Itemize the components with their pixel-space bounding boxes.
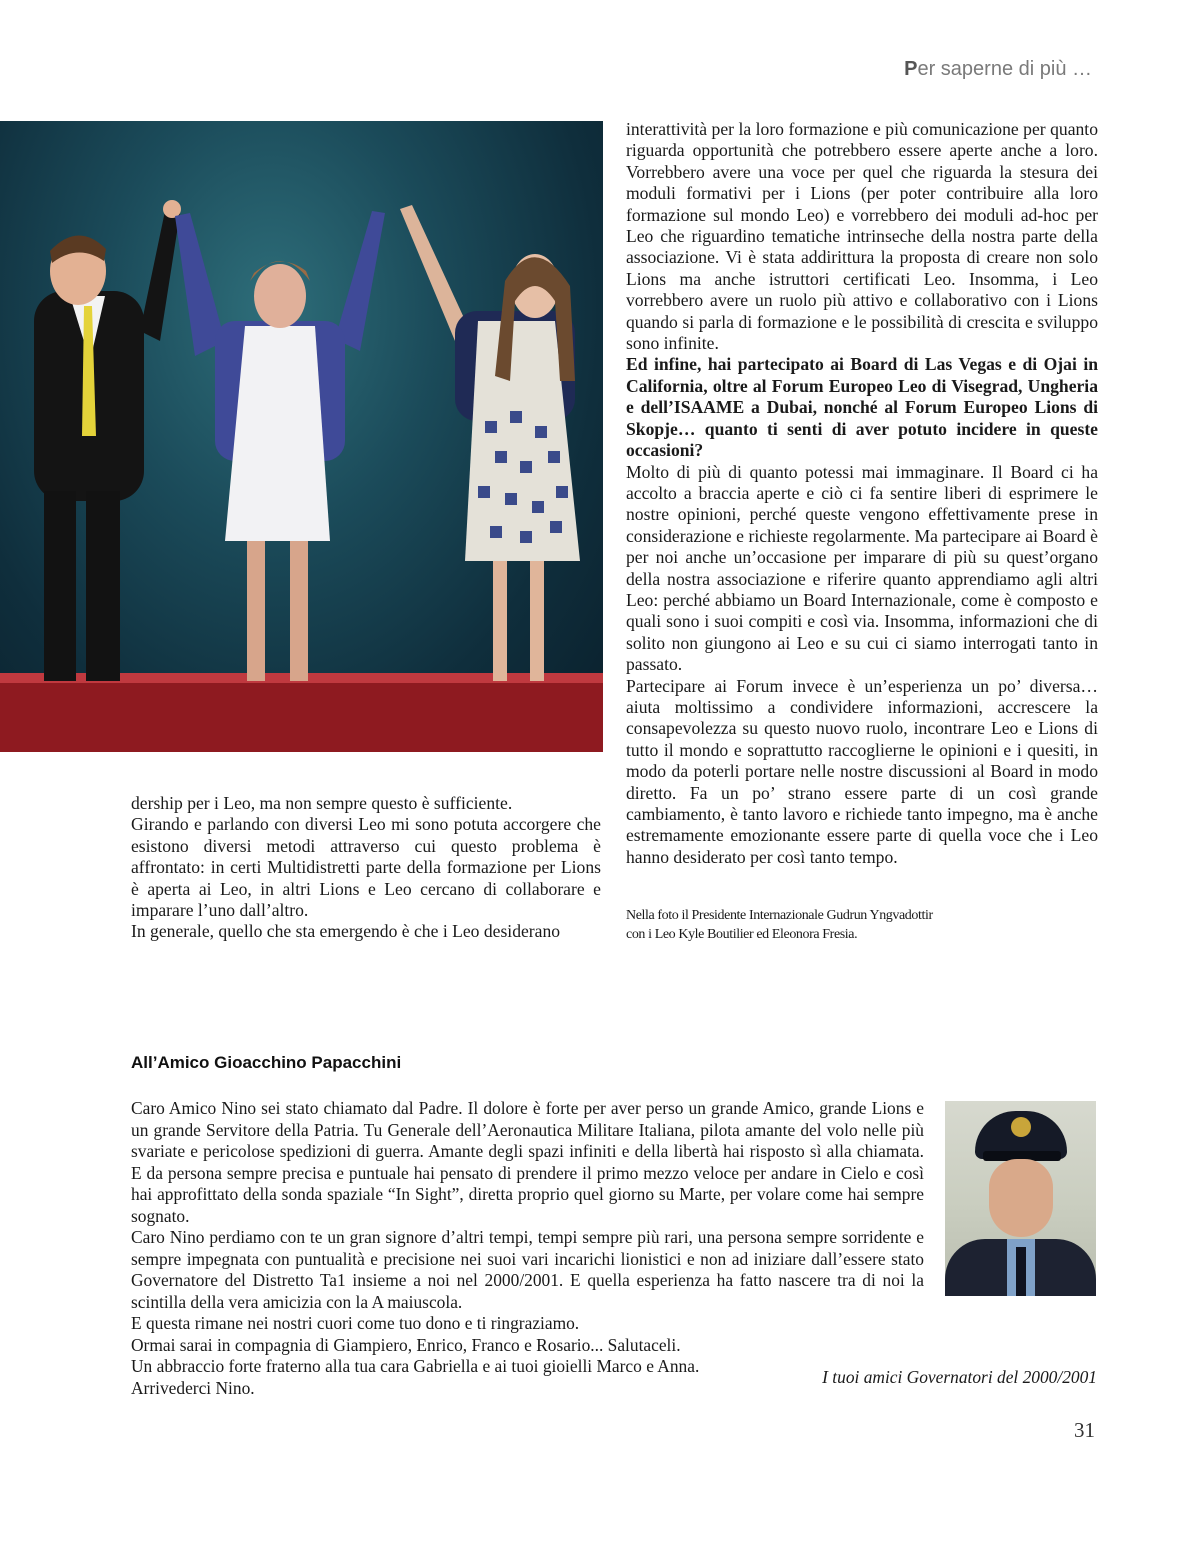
obituary-paragraph-6: Arrivederci Nino. [131,1377,255,1398]
obituary-paragraph-1: Caro Amico Nino sei stato chiamato dal Padre. Il dolore è forte per aver perso un grande Amico, grande Lions e un grande Servitore della Patria. Tu Generale dell’Aeronautica Militare Italiana, pilota amante del volo nelle più svariate e pericolose spedizioni di guerra. Amante degli spazi infiniti e della libertà hai risposto sì alla chiamata. E da persona sempre precisa e puntuale hai pensato di prendere il primo mezzo veloce per andare in Cielo e così hai approfittato della sonda spaziale “In Sight”, diretta proprio quel giorno su Marte, per volare come hai sempre sognato. [131,1098,924,1226]
cap-badge-icon [1011,1117,1031,1137]
photo-caption [626,906,1096,944]
figure-woman-center [175,211,385,681]
interview-question: Ed infine, hai partecipato ai Board di Las Vegas e di Ojai in California, oltre al Forum Europeo Leo di Visegrad, Ungheria e dell’ISAAME a Dubai, nonché al Forum Europeo Lions di Skopje… quanto ti senti di aver potuto incidere in queste occasioni? [626,354,1098,461]
caption-line-1: Nella foto il Presidente Internazionale Gudrun Yngvadottir [626,908,933,923]
right-paragraph-1: interattività per la loro formazione e più comunicazione per quanto riguarda opportunità che potrebbero essere aperte anche a loro. Vorrebbero avere una voce per quel che riguarda la stesura dei moduli formativi per i Lions (per poter contribuire alla loro formazione sul mondo Leo) e vorrebbero dei moduli ad-hoc per Leo che riguardino tematiche intrinseche della nostra parte della associazione. Vi è stata addirittura la proposta di creare non solo Lions ma anche istruttori certificati Leo. Insomma, i Leo vorrebbero avere un ruolo più attivo e collaborativo con i Lions quando si parla di formazione e le possibilità di crescita e sviluppo sono infinite. [626,119,1098,354]
page-number: 31 [1074,1418,1095,1442]
obituary-title: All’Amico Gioacchino Papacchini [131,1053,402,1072]
obituary-body [131,1098,924,1399]
uniform-tie [1016,1247,1026,1296]
left-paragraph-2: Girando e parlando con diversi Leo mi sono potuta accorgere che esistono diversi metodi attraverso cui questo problema è affrontato: in certi Multidistretti parte della formazione per Lions è aperta ai Leo, in altri Lions e Leo cercano di collaborare e imparare l’uno dall’altro. [131,814,601,921]
obituary-paragraph-3: E questa rimane nei nostri cuori come tuo dono e ti ringraziamo. [131,1313,580,1333]
portrait-face [989,1159,1053,1237]
running-head [800,58,1092,81]
figure-man [34,200,181,681]
obituary-paragraph-2: Caro Nino perdiamo con te un gran signore d’altri tempi, tempi sempre più rari, una persona sempre sorridente e sempre impegnata con puntualità e precisione nei suoi vari incarichi lionistici e non ad iniziare dall’essere stato Governatore del Distretto Ta1 insieme a noi nel 2000/2001. E quella esperienza ha fatto nascere tra di noi la scintilla della vera amicizia con la A maiuscola. [131,1227,924,1312]
portrait-photo [945,1101,1096,1296]
right-paragraph-2: Molto di più di quanto potessi mai immaginare. Il Board ci ha accolto a braccia aperte e ciò ci fa sentire liberi di esprimere le nostre opinioni, perché queste vengono effettivamente prese in considerazione e richieste regolarmente. Ma partecipare ai Board è per noi anche un’occasione per imparare di più su quest’organo della nostra associazione e riferire quanto apprendiamo agli altri Leo: perché abbiamo un Board Internazionale, come è composto e quali sono i suoi compiti e così via. Insomma, informazioni che di solito non giungono ai Leo e su cui ci siamo interrogati tanto in passato. [626,461,1098,675]
obituary-signature: I tuoi amici Governatori del 2000/2001 [822,1367,1097,1387]
running-head-text: er saperne di più … [917,58,1092,80]
obituary-paragraph-4: Ormai sarai in compagnia di Giampiero, Enrico, Franco e Rosario... Salutaceli. [131,1334,681,1355]
running-head-initial: P [904,58,918,80]
obituary-paragraph-5: Un abbraccio forte fraterno alla tua cara Gabriella e ai tuoi gioielli Marco e Anna. [131,1356,700,1376]
stage-photo-figures [0,121,603,752]
figure-woman-right [400,205,580,681]
right-column-text [626,119,1098,868]
caption-line-2: con i Leo Kyle Boutilier ed Eleonora Fresia. [626,927,858,942]
left-column-text [131,793,601,943]
left-paragraph-1: dership per i Leo, ma non sempre questo è sufficiente. [131,793,513,813]
stage-photo [0,121,603,752]
left-paragraph-3: In generale, quello che sta emergendo è che i Leo desiderano [131,921,561,942]
right-paragraph-3: Partecipare ai Forum invece è un’esperienza un po’ diversa… aiuta moltissimo a condividere informazioni, accrescere la consapevolezza su questo nuovo ruolo, incontrare Leo e Lions di tutto il mondo e soprattutto raccoglierne le opinioni e i quesiti, in modo da poterli portare nelle nostre discussioni al Board in modo diretto. Fa un po’ strano essere parte di un così grande cambiamento, è tanto lavoro e richiede tanto impegno, ma è anche estremamente emozionante essere parte di quella voce che i Leo hanno desiderato per così tanto tempo. [626,675,1098,867]
